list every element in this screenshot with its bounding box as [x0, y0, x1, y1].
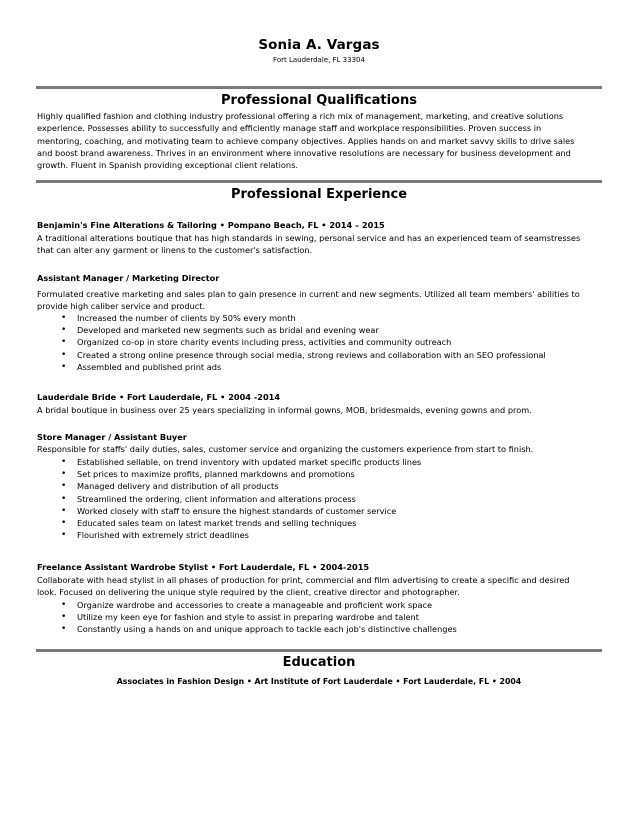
list-item: • Developed and marketed new segments such as bridal and evening wear: [58, 324, 598, 336]
job-heading-benjamins: Benjamin's Fine Alterations & Tailoring • Pompano Beach, FL • 2014 – 2015: [37, 220, 385, 230]
list-item: • Increased the number of clients by 50% every month: [58, 312, 598, 324]
job-description-line: A traditional alterations boutique that has high standards in sewing, personal service and has an experienced team of seamstresses: [37, 233, 581, 243]
list-item: • Educated sales team on latest market trends and selling techniques: [58, 517, 598, 529]
qualifications-line: and boost brand awareness. Thrives in an environment where innovative resolutions are necessary for business development and: [37, 147, 571, 158]
candidate-name: Sonia A. Vargas: [258, 37, 380, 53]
job-description-lauderdale-bride: A bridal boutique in business over 25 years specializing in informal gowns, MOB, bridesmaids, evening gowns and prom.: [37, 405, 532, 415]
list-item: • Organize wardrobe and accessories to create a manageable and proficient work space: [58, 599, 598, 611]
list-item: • Managed delivery and distribution of all products: [58, 480, 598, 492]
education-entry: Associates in Fashion Design • Art Institute of Fort Lauderdale • Fort Lauderdale, FL • 2004: [116, 677, 522, 686]
role-description-line: Formulated creative marketing and sales plan to gain presence in current and new segments. Utilized all team members' abilities to: [37, 289, 580, 299]
list-item: • Utilize my keen eye for fashion and style to assist in preparing wardrobe and talent: [58, 611, 598, 623]
section-title-experience: Professional Experience: [230, 187, 408, 202]
achievements-list-freelance-stylist: [58, 599, 598, 636]
job-heading-lauderdale-bride: Lauderdale Bride • Fort Lauderdale, FL • 2004 -2014: [37, 392, 281, 402]
list-item: • Flourished with extremely strict deadlines: [58, 529, 598, 541]
list-item: • Constantly using a hands on and unique approach to tackle each job's distinctive challenges: [58, 623, 598, 635]
role-description-assistant-manager: [37, 288, 603, 313]
role-title-store-manager: Store Manager / Assistant Buyer: [37, 432, 187, 442]
section-title-qualifications: Professional Qualifications: [221, 93, 417, 108]
qualifications-line: experience. Possesses ability to successfully and efficiently manage staff and workplace responsibilities. Proven success in: [37, 123, 542, 134]
job-heading-freelance-stylist: Freelance Assistant Wardrobe Stylist • Fort Lauderdale, FL • 2004-2015: [37, 562, 370, 572]
qualifications-line: growth. Fluent in Spanish providing exceptional client relations.: [37, 160, 298, 171]
qualifications-line: mentoring, coaching, and motivating team to achieve company objectives. Applies hands on and market savvy skills to drive sales: [37, 135, 575, 146]
divider-experience: [36, 180, 602, 183]
list-item: • Assembled and published print ads: [58, 361, 598, 373]
list-item: • Organized co-op in store charity events including press, activities and community outreach: [58, 336, 598, 348]
qualifications-summary: [37, 110, 603, 171]
job-description-freelance-stylist: [37, 574, 603, 599]
list-item: • Created a strong online presence through social media, strong reviews and collaboration with an SEO professional: [58, 349, 598, 361]
role-title-assistant-manager: Assistant Manager / Marketing Director: [37, 273, 220, 283]
list-item: • Set prices to maximize profits, planned markdowns and promotions: [58, 468, 598, 480]
achievements-list-lauderdale-bride: [58, 456, 598, 541]
candidate-address: Fort Lauderdale, FL 33304: [273, 56, 365, 64]
job-description-line: that can alter any garment or linens to the customer's satisfaction.: [37, 245, 313, 256]
list-item: • Worked closely with staff to ensure the highest standards of customer service: [58, 505, 598, 517]
job-description-benjamins: [37, 232, 603, 257]
role-description-line: provide high caliber service and product.: [37, 301, 206, 312]
qualifications-line: Highly qualified fashion and clothing industry professional offering a rich mix of management, marketing, and creative solutions: [37, 111, 564, 121]
section-title-education: Education: [282, 655, 356, 670]
list-item: • Established sellable, on trend inventory with updated market specific products lines: [58, 456, 598, 468]
divider-education: [36, 649, 602, 652]
divider-qualifications: [36, 86, 602, 89]
achievements-list-benjamins: [58, 312, 598, 373]
job-description-line: look. Focused on delivering the unique style required by the client, creative director and photographer.: [37, 587, 460, 598]
job-description-line: Collaborate with head stylist in all phases of production for print, commercial and film advertising to create a specific and desired: [37, 575, 570, 585]
role-description-store-manager: Responsible for staffs' daily duties, sales, customer service and organizing the customers experience from start to finish.: [37, 444, 534, 454]
list-item: • Streamlined the ordering, client information and alterations process: [58, 493, 598, 505]
